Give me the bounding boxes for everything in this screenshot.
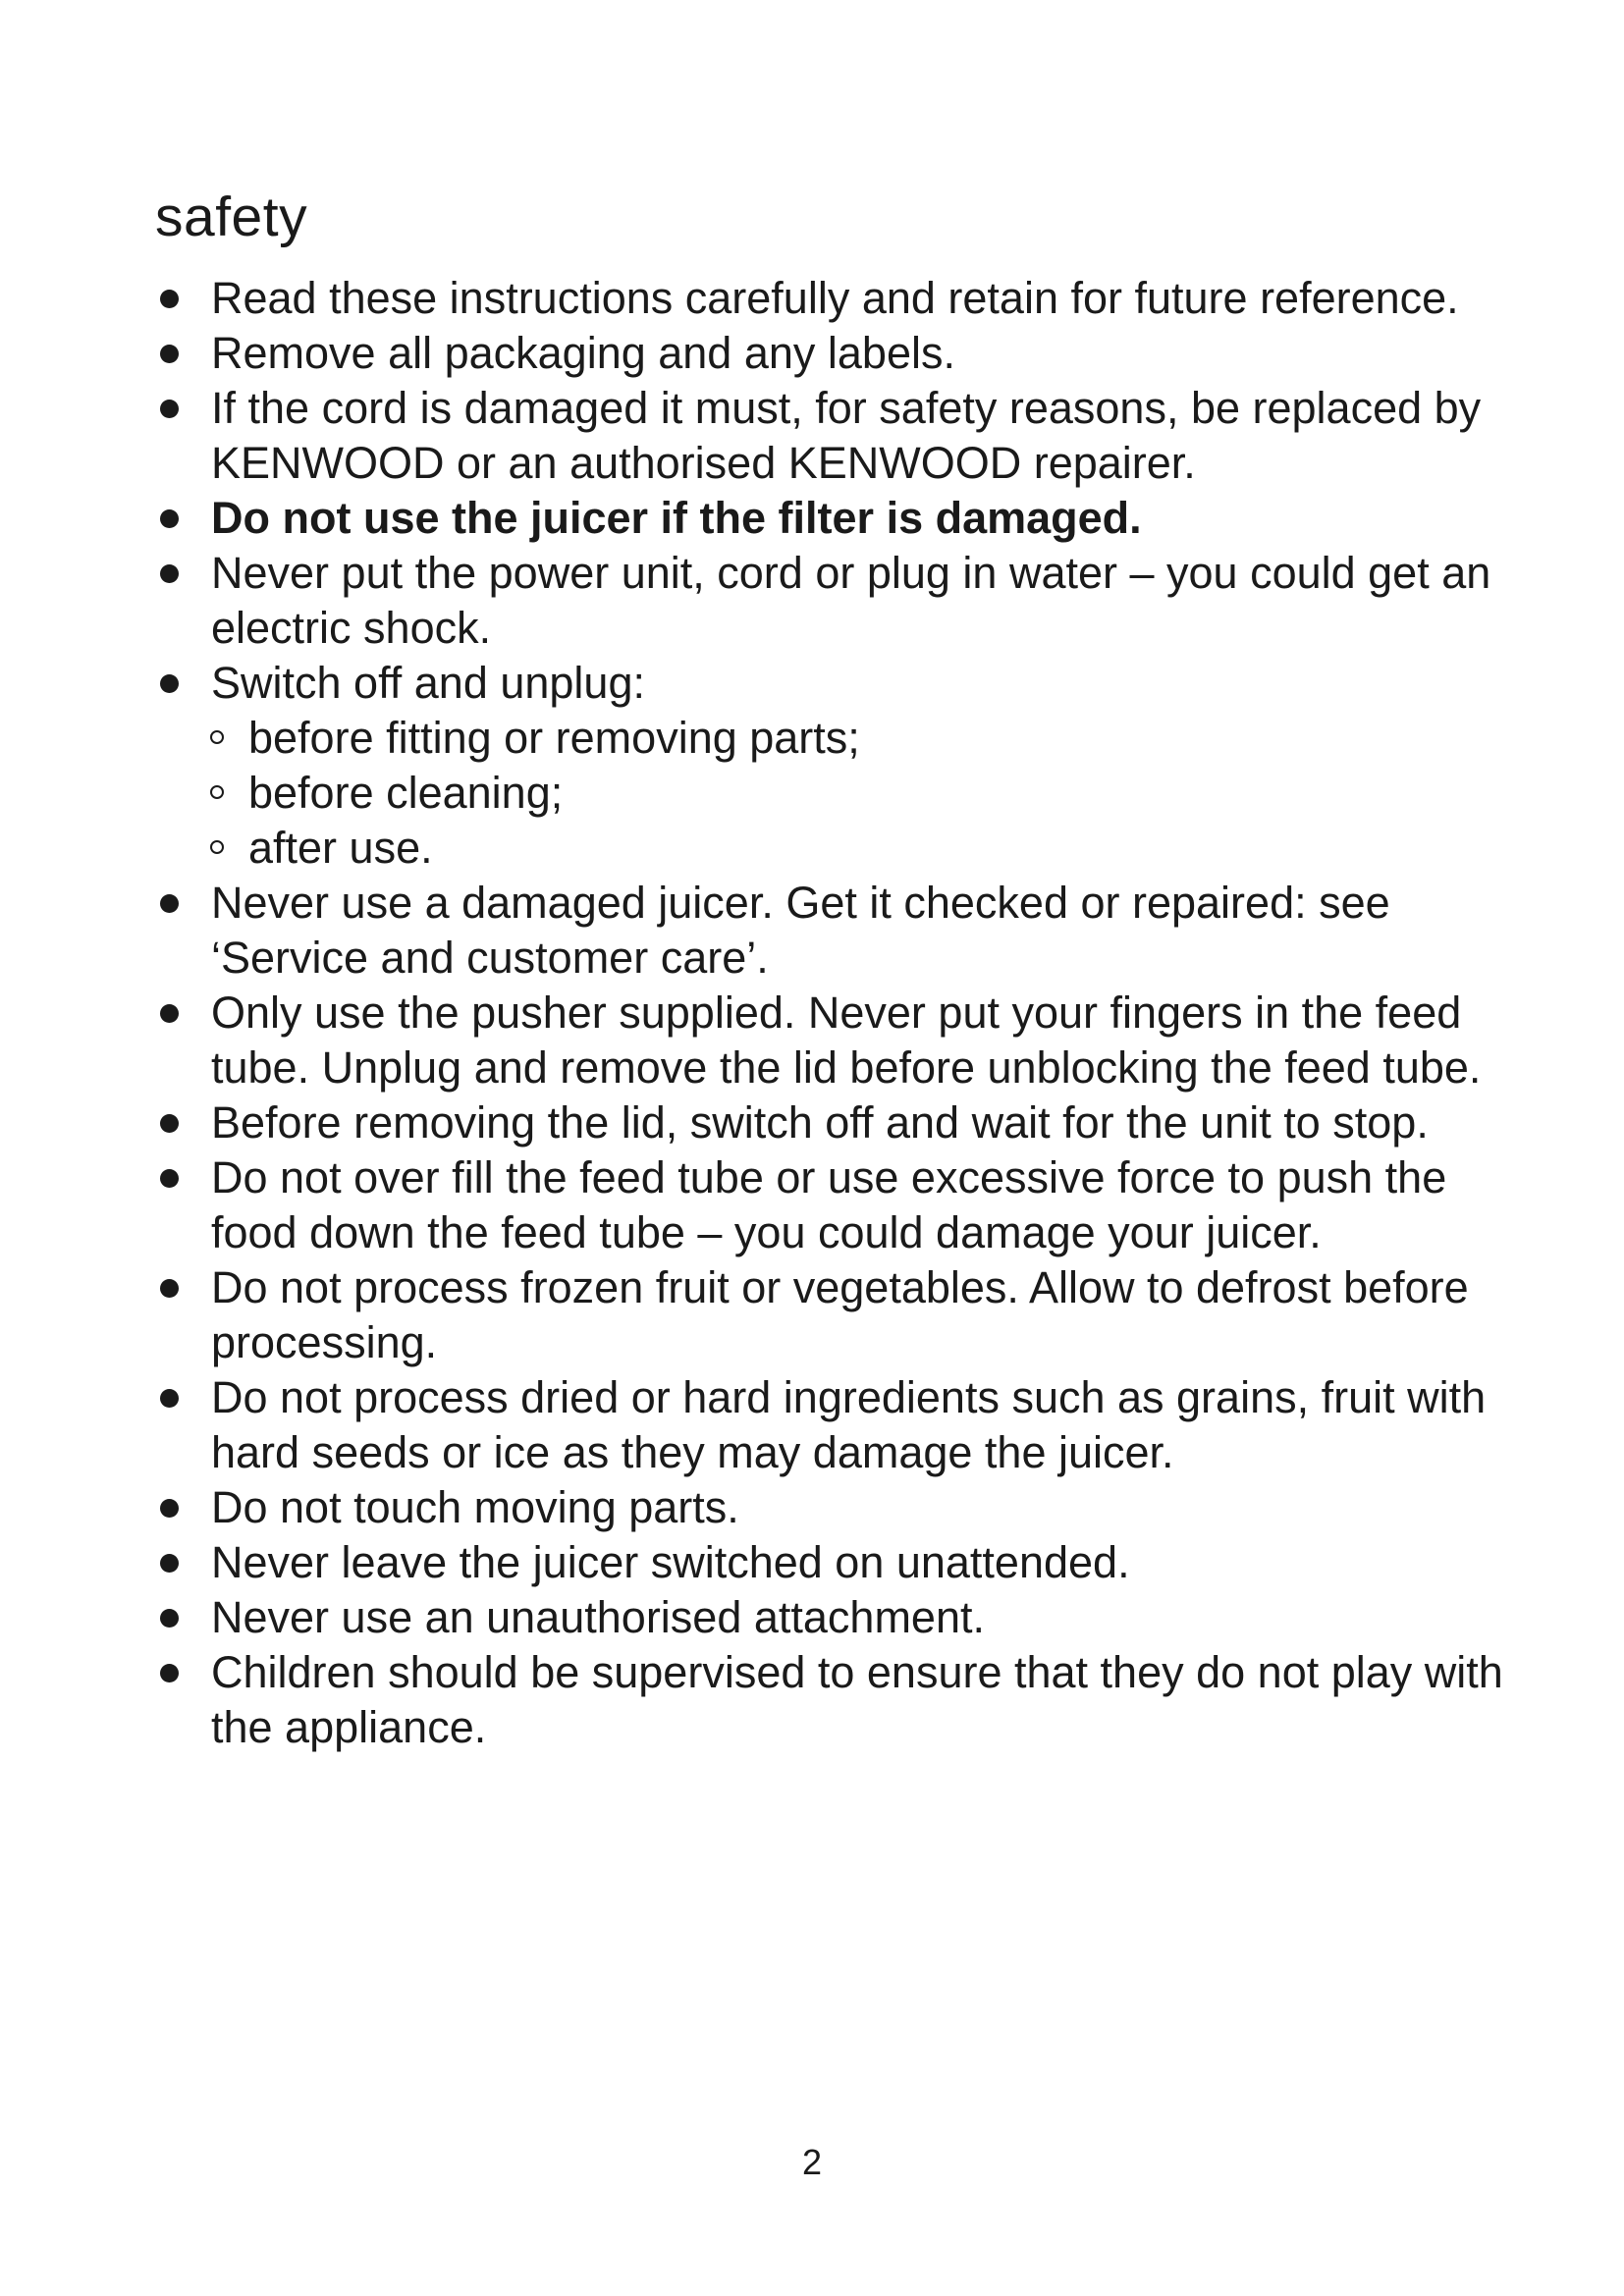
bullet-icon	[160, 1279, 179, 1298]
page-number: 2	[801, 2142, 823, 2182]
list-item-text: Only use the pusher supplied. Never put your fingers in the feed tube. Unplug and remove the lid before unblocking the feed tube.	[211, 988, 1482, 1093]
list-item	[155, 271, 1530, 326]
ring-bullet-icon	[210, 785, 224, 799]
list-item-text: Remove all packaging and any labels.	[211, 328, 955, 378]
list-item	[155, 1260, 1530, 1370]
bullet-icon	[160, 674, 179, 693]
bullet-icon	[160, 564, 179, 583]
bullet-icon	[160, 1114, 179, 1133]
list-item-text: If the cord is damaged it must, for safety reasons, be replaced by KENWOOD or an authorised KENWOOD repairer.	[211, 383, 1482, 488]
list-item-text: Never leave the juicer switched on unattended.	[211, 1537, 1130, 1587]
list-item-text: Read these instructions carefully and retain for future reference.	[211, 273, 1459, 323]
sub-list-item-text: before cleaning;	[248, 768, 564, 818]
ring-bullet-icon	[210, 730, 224, 744]
safety-list	[155, 271, 1530, 1755]
list-item-text: Do not process frozen fruit or vegetables. Allow to defrost before processing.	[211, 1262, 1469, 1367]
bullet-icon	[160, 1664, 179, 1682]
list-item-warning	[155, 491, 1530, 546]
list-item	[155, 1590, 1530, 1645]
list-item-text: Never use an unauthorised attachment.	[211, 1592, 985, 1642]
list-item-text: Before removing the lid, switch off and wait for the unit to stop.	[211, 1097, 1429, 1148]
list-item	[155, 986, 1530, 1095]
list-item	[155, 1645, 1530, 1755]
bullet-icon	[160, 1389, 179, 1408]
sub-list-item-text: before fitting or removing parts;	[248, 713, 860, 763]
list-item	[155, 1480, 1530, 1535]
list-item	[155, 381, 1530, 491]
list-item-text: Never put the power unit, cord or plug in water – you could get an electric shock.	[211, 548, 1491, 653]
list-item-text: Do not use the juicer if the filter is damaged.	[211, 493, 1142, 543]
list-item-text: Never use a damaged juicer. Get it checked or repaired: see ‘Service and customer care’.	[211, 878, 1390, 983]
list-item	[155, 876, 1530, 986]
list-item-text: Do not over fill the feed tube or use excessive force to push the food down the feed tube – you could damage your juicer.	[211, 1152, 1447, 1257]
list-item	[155, 1535, 1530, 1590]
sub-list-item-text: after use.	[248, 823, 433, 873]
list-item	[155, 546, 1530, 656]
list-item-text: Switch off and unplug:	[211, 658, 645, 708]
list-item-text: Do not process dried or hard ingredients such as grains, fruit with hard seeds or ice as they may damage the juicer.	[211, 1372, 1487, 1477]
list-item	[155, 656, 1530, 711]
bullet-icon	[160, 1609, 179, 1628]
sub-list-item	[155, 766, 1530, 821]
bullet-icon	[160, 1169, 179, 1188]
sub-list-item	[155, 711, 1530, 766]
bullet-icon	[160, 1554, 179, 1573]
bullet-icon	[160, 345, 179, 363]
bullet-icon	[160, 1499, 179, 1518]
page-title: safety	[155, 186, 308, 248]
sub-list-item	[155, 821, 1530, 876]
list-item	[155, 1150, 1530, 1260]
bullet-icon	[160, 894, 179, 913]
bullet-icon	[160, 290, 179, 308]
ring-bullet-icon	[210, 840, 224, 854]
bullet-icon	[160, 1004, 179, 1023]
list-item	[155, 1370, 1530, 1480]
bullet-icon	[160, 400, 179, 418]
list-item-text: Do not touch moving parts.	[211, 1482, 739, 1532]
list-item	[155, 1095, 1530, 1150]
bullet-icon	[160, 509, 179, 528]
list-item-text: Children should be supervised to ensure that they do not play with the appliance.	[211, 1647, 1503, 1752]
list-item	[155, 326, 1530, 381]
